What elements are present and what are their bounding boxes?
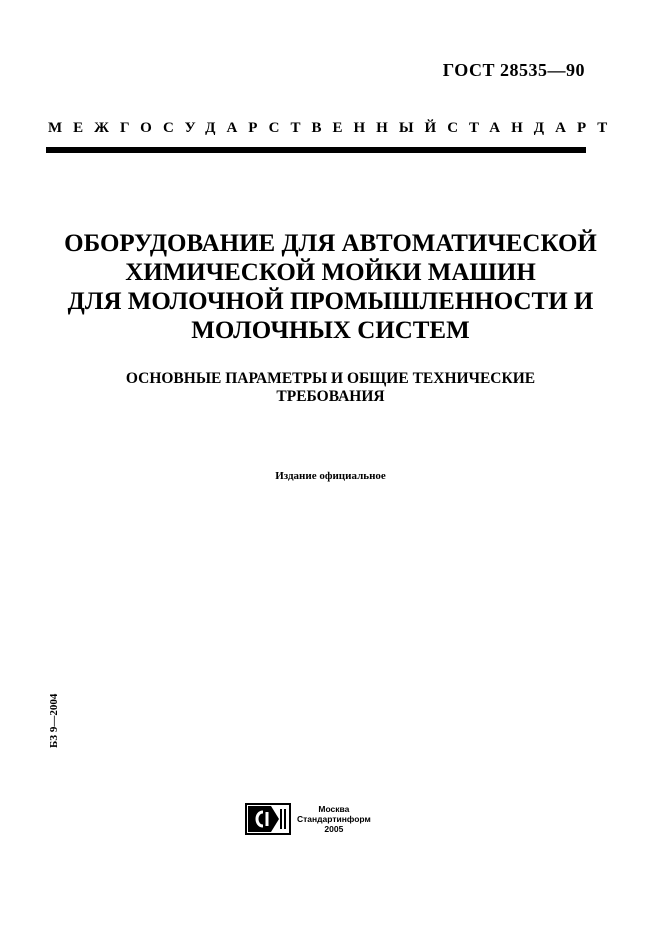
document-title <box>0 229 661 345</box>
heading-word-interstate: МЕЖГОСУДАРСТВЕННЫЙ <box>48 120 448 136</box>
heading-word-standard: СТАНДАРТ <box>447 120 619 136</box>
side-note: БЗ 9—2004 <box>48 693 60 748</box>
subtitle-line: ОСНОВНЫЕ ПАРАМЕТРЫ И ОБЩИЕ ТЕХНИЧЕСКИЕ <box>125 370 536 387</box>
publisher-block <box>245 803 371 835</box>
edition-label: Издание официальное <box>275 470 386 482</box>
heading-rule <box>46 147 586 153</box>
subtitle-line: ТРЕБОВАНИЯ <box>276 388 385 405</box>
title-line: ОБОРУДОВАНИЕ ДЛЯ АВТОМАТИЧЕСКОЙ <box>64 230 597 257</box>
publisher-text <box>297 804 371 834</box>
document-subtitle <box>0 370 661 406</box>
publisher-year: 2005 <box>324 824 344 834</box>
gost-code: ГОСТ 28535—90 <box>442 60 585 80</box>
standartinform-logo-icon <box>245 803 291 835</box>
interstate-standard-heading <box>48 120 619 137</box>
title-line: МОЛОЧНЫХ СИСТЕМ <box>191 317 470 344</box>
title-line: ДЛЯ МОЛОЧНОЙ ПРОМЫШЛЕННОСТИ И <box>67 288 594 315</box>
title-line: ХИМИЧЕСКОЙ МОЙКИ МАШИН <box>125 259 536 286</box>
publisher-city: Москва <box>318 804 350 814</box>
publisher-name: Стандартинформ <box>297 814 371 824</box>
